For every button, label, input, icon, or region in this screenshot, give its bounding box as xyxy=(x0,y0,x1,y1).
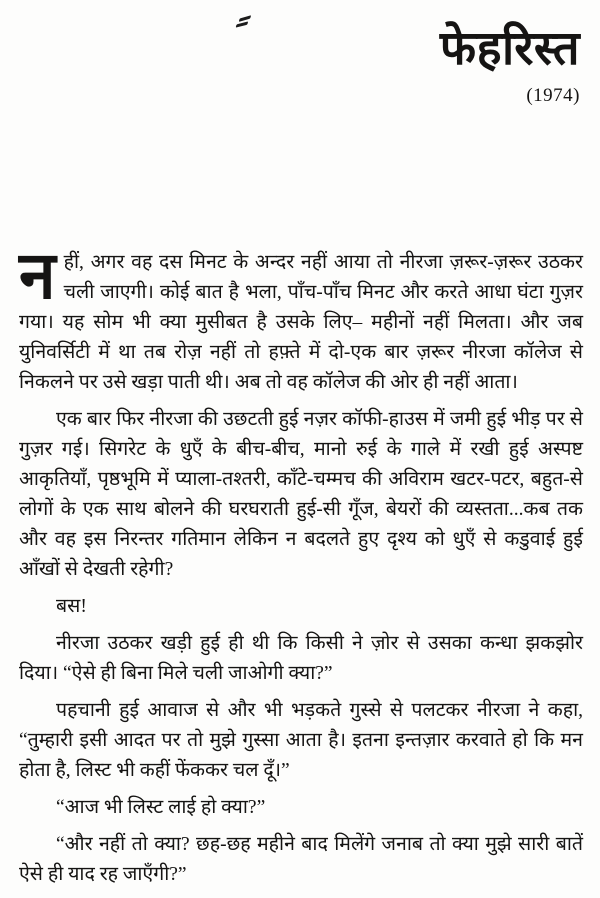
body-paragraph: नीरजा उठकर खड़ी हुई ही थी कि किसी ने ज़ोर से उसका कन्धा झकझोर दिया। “ऐसे ही बिना मिले चली जाओगी क्या?” xyxy=(19,633,583,684)
story-title: फेहरिस्त xyxy=(439,23,580,75)
page-heading xyxy=(440,24,580,107)
drop-cap: न xyxy=(19,240,56,313)
publication-year: (1974) xyxy=(526,84,580,106)
story-body xyxy=(19,240,583,897)
body-paragraph xyxy=(19,240,583,398)
body-paragraph: “और नहीं तो क्या? छह-छह महीने बाद मिलेंगे जनाब तो क्या मुझे सारी बातें ऐसे ही याद रह जाएँगी?” xyxy=(19,834,583,885)
body-paragraph: एक बार फिर नीरजा की उछटती हुई नज़र कॉफी-हाउस में जमी हुई भीड़ पर से गुज़र गई। सिगरेट के धुएँ के बीच-बीच, मानो रुई के गाले में रखी हुई अस्पष्ट आकृतियाँ, पृष्ठभूमि में प्याला-तश्तरी, काँटे-चम्मच की अविराम खटर-पटर, बहुत-से लोगों के एक साथ बोलने की घरघराती हुई-सी गूँज, बेयरों की व्यस्तता...कब तक और वह इस निरन्तर गतिमान लेकिन न बदलते हुए दृश्य को धुएँ से कडुवाई हुई आँखों से देखती रहेगी? xyxy=(19,409,583,580)
paragraph-text: हीं, अगर वह दस मिनट के अन्दर नहीं आया तो नीरजा ज़रूर-ज़रूर उठकर चली जाएगी। कोई बात है भला, पाँच-पाँच मिनट और करते आधा घंटा गुज़र गया। यह सोम भी क्या मुसीबत है उसके लिए– महीनों नहीं मिलता। और जब युनिवर्सिटी में था तब रोज़ नहीं तो हफ़्ते में दो-एक बार ज़रूर नीरजा कॉलेज से निकलने पर उसे खड़ा पाती थी। अब तो वह कॉलेज की ओर ही नहीं आता। xyxy=(19,252,583,393)
body-paragraph: बस! xyxy=(56,596,87,617)
body-paragraph: “आज भी लिस्ट लाई हो क्या?” xyxy=(56,797,266,818)
ink-smudge xyxy=(236,16,252,28)
body-paragraph: पहचानी हुई आवाज से और भी भड़कते गुस्से से पलटकर नीरजा ने कहा, “तुम्हारी इसी आदत पर तो मुझे गुस्सा आता है। इतना इन्तज़ार करवाते हो कि मन होता है, लिस्ट भी कहीं फेंककर चल दूँ।” xyxy=(19,700,583,781)
